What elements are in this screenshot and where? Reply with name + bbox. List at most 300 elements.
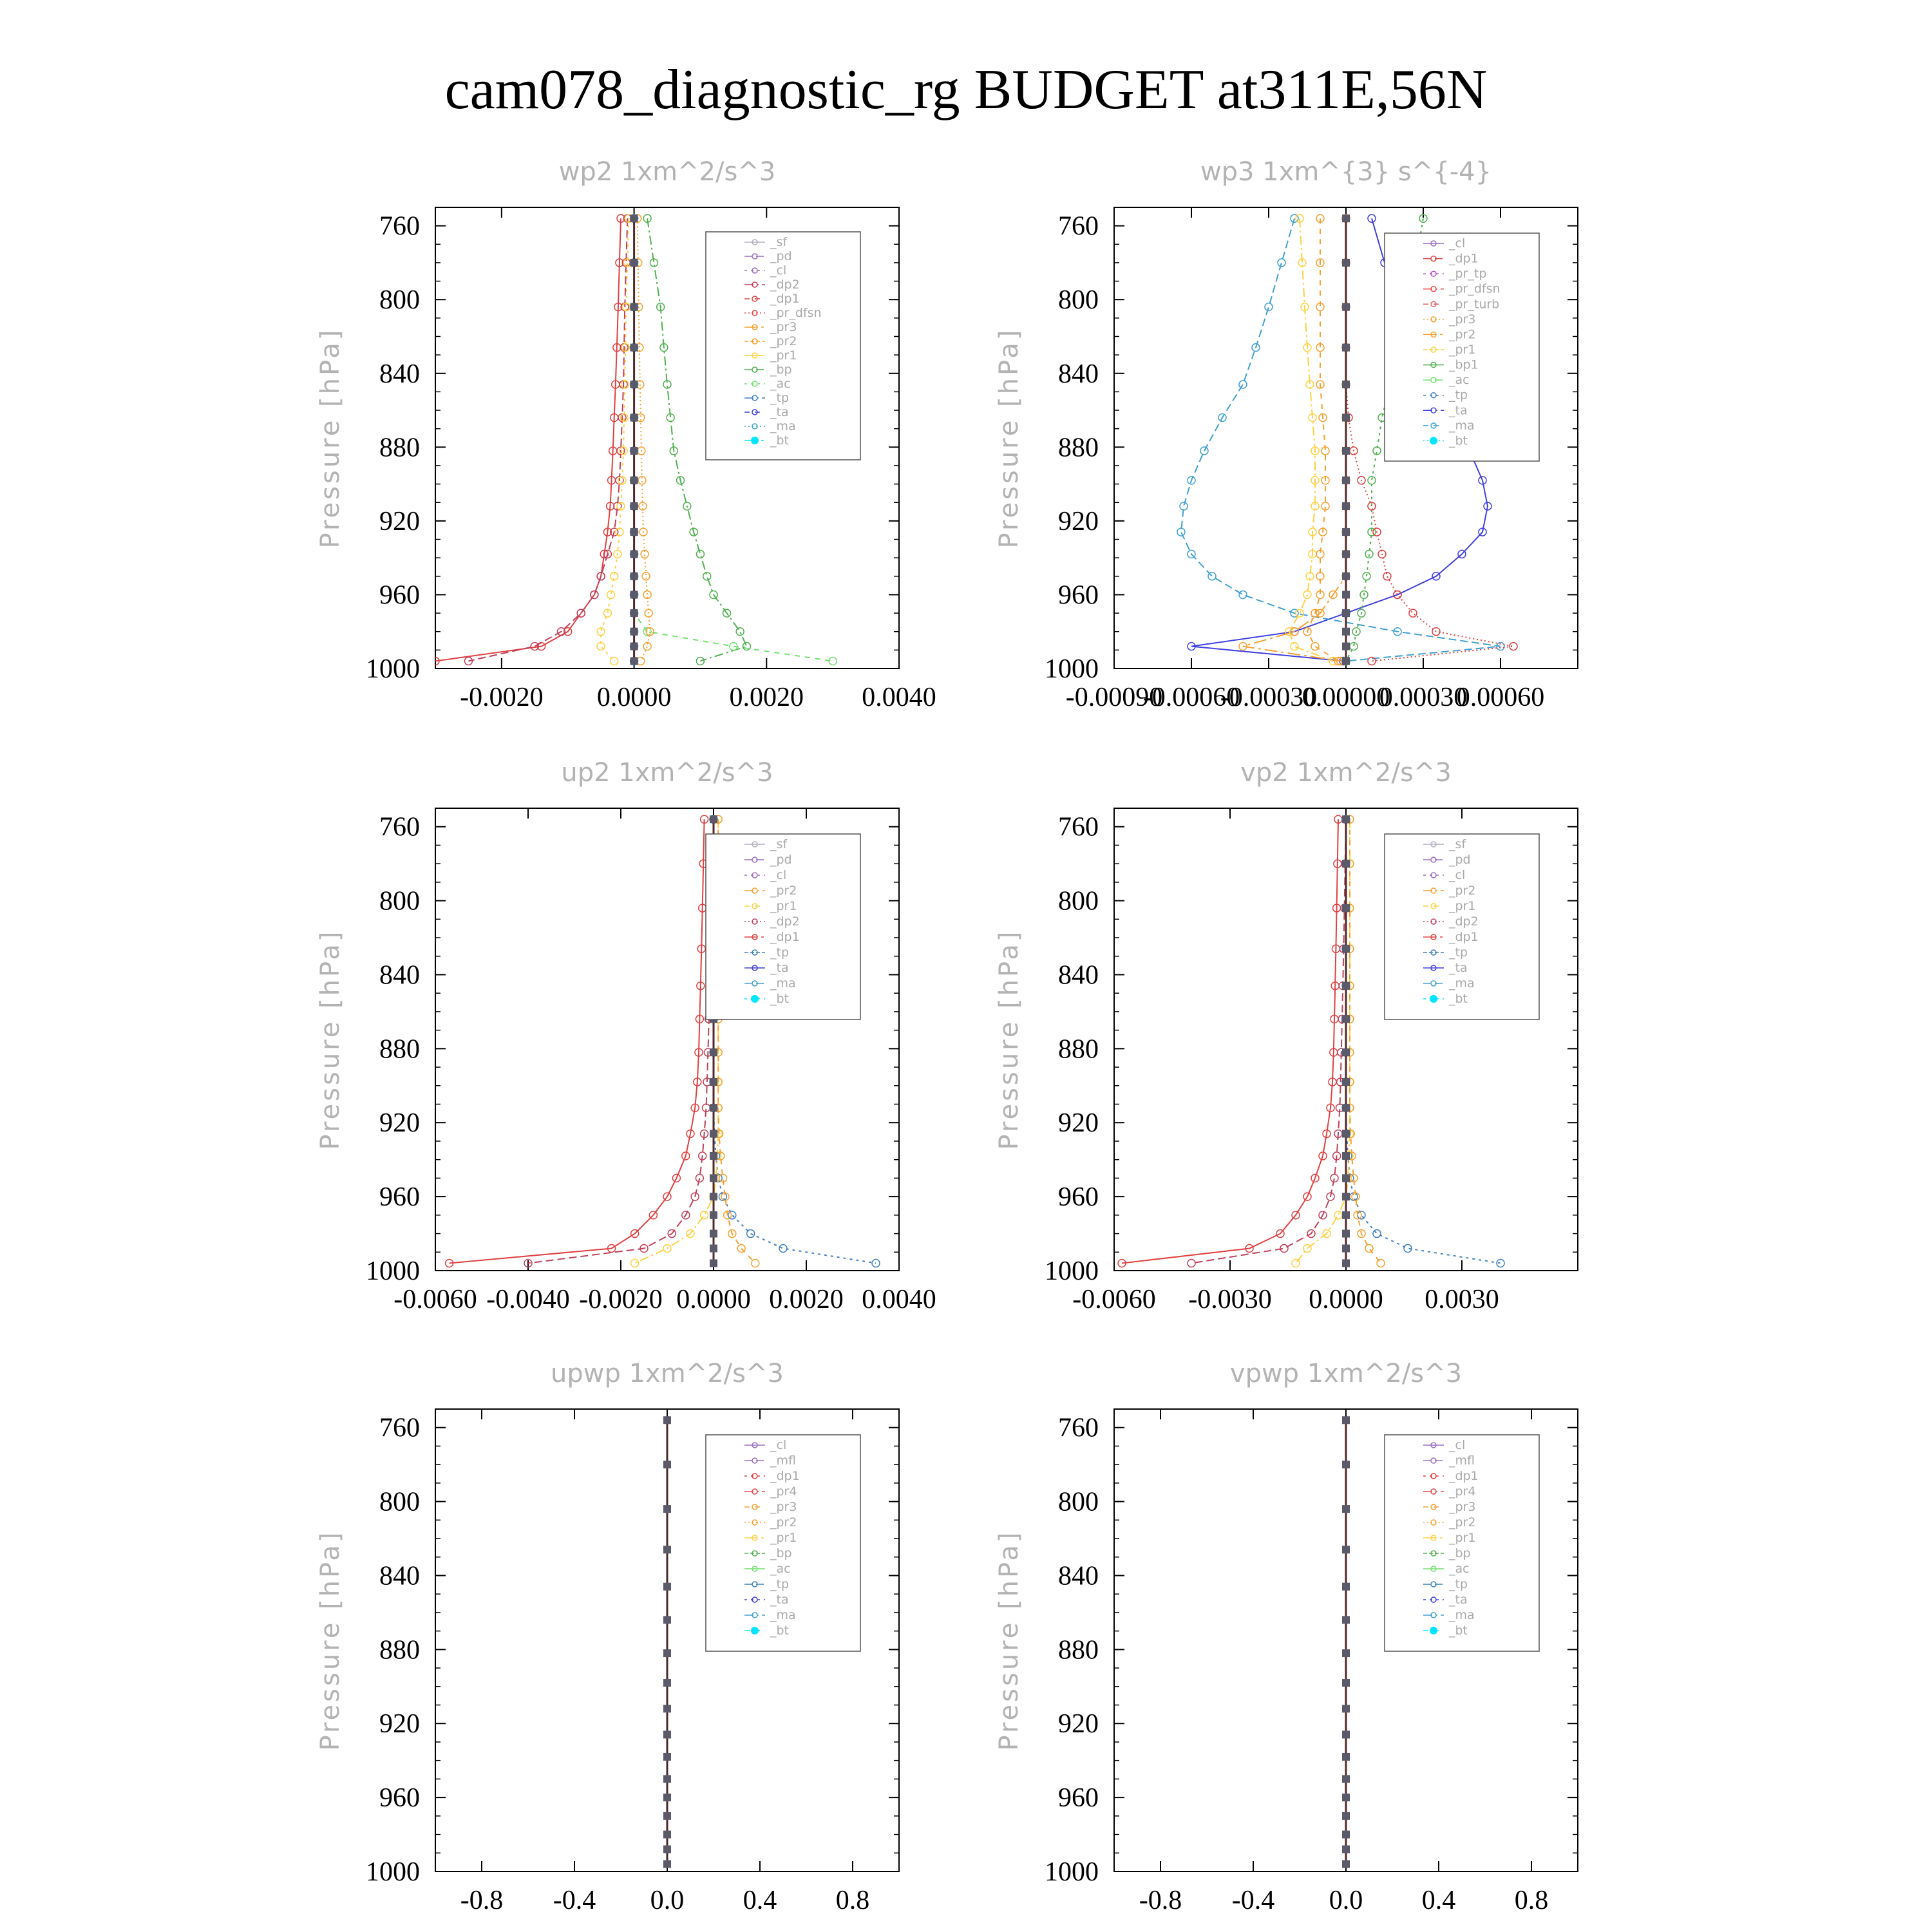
data-point [710,1260,717,1267]
data-point [1342,573,1350,580]
data-point [1342,860,1350,867]
data-point [1342,1174,1350,1182]
data-point [1342,214,1350,222]
data-point [1342,344,1350,352]
x-tick-label: -0.4 [553,1886,596,1915]
legend-label: _bp1 [1449,357,1479,372]
data-point [630,381,638,388]
data-point [1342,1505,1350,1513]
legend-label: _ta [770,405,789,419]
series-group [1342,1416,1350,1868]
y-tick-label: 1000 [366,1256,420,1286]
legend-label: _pr3 [770,1500,797,1514]
data-point [663,1753,671,1761]
data-point [710,1174,717,1182]
legend-label: _pr4 [770,1484,797,1499]
legend [1385,834,1539,1019]
data-point [1342,1730,1350,1738]
y-tick-label: 760 [379,211,420,242]
legend-label: _pr4 [1449,1484,1476,1499]
legend-label: _pd [1449,853,1471,867]
x-tick-label: 0.8 [1514,1886,1549,1915]
y-tick-label: 960 [379,1182,420,1213]
y-tick-label: 1000 [366,1857,420,1887]
data-point [1342,1416,1350,1424]
y-tick-label: 880 [379,433,420,463]
legend-label: _bp [1449,1546,1471,1560]
data-point [752,1260,759,1267]
x-tick-label: 0.0030 [1425,1285,1499,1314]
data-point [1342,1616,1350,1624]
legend-label: _ac [770,377,791,391]
data-point [1342,502,1350,510]
data-point [1342,643,1350,650]
panel-title: upwp 1xm^2/s^3 [551,1359,784,1388]
legend-label: _ta [770,1593,789,1607]
data-point [1342,815,1350,823]
data-point [663,1546,671,1553]
x-tick-label: 0.0 [1329,1886,1363,1915]
x-tick-label: -0.8 [460,1886,504,1915]
legend-label: _pr1 [1449,899,1476,913]
legend-label: _cl [770,1438,787,1452]
data-point [1208,573,1216,580]
panel-0 [316,157,936,712]
y-tick-label: 800 [379,285,420,316]
data-point [1342,1546,1350,1553]
x-tick-label: 0.0000 [1309,1285,1383,1314]
data-point [1311,643,1319,650]
legend-label: _ma [770,1608,796,1622]
data-point [663,1461,671,1468]
legend-label: _ac [770,1562,791,1576]
y-tick-label: 920 [1058,506,1099,536]
data-point [663,1583,671,1591]
y-tick-label: 800 [1058,285,1099,316]
data-point [1342,1861,1350,1868]
data-point [630,609,638,617]
legend-label: _bp [770,1546,792,1560]
legend-label: _sf [770,837,788,851]
y-axis-label: Pressure [hPa] [316,1530,345,1751]
legend-label: _ta [1449,403,1468,418]
legend-label: _ma [1449,1608,1475,1622]
legend [706,232,860,460]
y-tick-label: 1000 [1045,654,1099,684]
y-tick-label: 960 [1058,1182,1099,1213]
legend-label: _bt [770,992,790,1006]
legend-label: _sf [1449,837,1466,851]
data-point [1265,303,1273,311]
y-tick-label: 880 [1058,433,1099,463]
x-tick-label: 0.4 [1421,1886,1456,1915]
data-point [1342,1794,1350,1801]
series-line-_dp1 [450,819,705,1263]
legend-label: _dp1 [770,292,800,306]
data-point [1188,1260,1195,1267]
x-tick-label: 0.00030 [1379,683,1468,712]
data-point [1342,658,1350,665]
y-tick-label: 840 [379,359,420,389]
y-tick-label: 960 [1058,1783,1099,1814]
data-point [663,1616,671,1624]
y-tick-label: 800 [1058,1487,1099,1517]
data-point [1292,1260,1300,1267]
legend-label: _cl [770,868,787,882]
y-tick-label: 760 [1058,812,1099,842]
data-point [630,643,638,650]
data-point [747,1230,755,1238]
data-point [710,1104,717,1112]
y-tick-label: 880 [1058,1034,1099,1065]
y-tick-label: 800 [379,886,420,916]
y-tick-label: 840 [379,960,420,990]
data-point [1342,591,1350,598]
data-point [1342,1753,1350,1761]
x-tick-label: 0.00060 [1456,683,1545,712]
data-point [630,477,638,484]
figure-title: cam078_diagnostic_rg BUDGET at311E,56N [444,59,1488,121]
x-tick-label: 0.4 [743,1886,777,1915]
data-point [663,1861,671,1868]
data-point [630,344,638,352]
y-tick-label: 1000 [1045,1256,1099,1286]
legend-marker [751,1627,759,1634]
legend-label: _mfl [770,1454,796,1468]
y-tick-label: 920 [379,506,420,536]
data-point [663,1831,671,1839]
legend-label: _bt [1449,1624,1468,1638]
x-tick-label: 0.0 [650,1886,685,1915]
data-point [1342,1048,1350,1056]
legend-label: _cl [1449,1438,1466,1452]
x-tick-label: 0.0040 [862,683,936,712]
y-axis-label: Pressure [hPa] [316,327,345,549]
series-group [663,1416,671,1868]
legend-label: _mfl [1449,1454,1475,1468]
data-point [779,1245,787,1253]
y-tick-label: 960 [379,580,420,611]
legend-label: _tp [1449,1577,1468,1591]
data-point [630,528,638,536]
data-point [1342,1649,1350,1657]
legend-label: _dp1 [1449,251,1479,266]
y-tick-label: 960 [379,1783,420,1814]
data-point [710,815,717,823]
legend-label: _pr3 [770,320,797,334]
x-tick-label: -0.0020 [579,1285,663,1314]
legend-label: _pr1 [770,1531,797,1545]
y-tick-label: 760 [379,1413,420,1443]
legend-label: _dp2 [770,278,800,292]
legend-label: _dp1 [1449,930,1479,944]
y-axis-label: Pressure [hPa] [994,929,1024,1150]
data-point [663,1775,671,1783]
data-point [1342,381,1350,388]
y-tick-label: 840 [1058,960,1099,990]
legend-label: _ma [770,419,796,433]
data-point [728,1211,736,1219]
data-point [630,214,638,222]
legend-label: _pr1 [770,348,797,363]
y-tick-label: 880 [1058,1635,1099,1665]
data-point [710,1211,717,1219]
y-tick-label: 800 [1058,886,1099,916]
panels [316,157,1578,1915]
data-point [696,1174,703,1182]
data-point [1510,643,1517,650]
data-point [1342,528,1350,536]
x-tick-label: 0.0020 [729,683,804,712]
legend-label: _ta [1449,1593,1468,1607]
data-point [1303,591,1311,598]
data-point [696,550,704,558]
legend-label: _pr2 [770,884,797,898]
legend-label: _pr2 [1449,884,1476,898]
legend-marker [751,995,759,1003]
data-point [1342,1775,1350,1783]
y-tick-label: 920 [1058,1108,1099,1139]
x-tick-label: -0.00030 [1220,683,1318,712]
data-point [1342,1211,1350,1219]
legend-label: _cl [1449,236,1466,251]
legend-label: _ma [1449,976,1475,990]
data-point [663,1649,671,1657]
y-axis-label: Pressure [hPa] [316,929,345,1150]
data-point [743,643,750,650]
panel-title: vpwp 1xm^2/s^3 [1229,1359,1463,1388]
data-point [1342,1152,1350,1160]
y-axis-label: Pressure [hPa] [994,327,1024,549]
data-point [1239,381,1247,388]
legend-label: _pr3 [1449,1500,1476,1514]
data-point [663,1846,671,1853]
data-point [1342,550,1350,558]
data-point [872,1260,880,1267]
data-point [663,1245,671,1253]
legend [706,1435,860,1651]
legend-label: _bt [1449,992,1468,1006]
data-point [1342,259,1350,267]
data-point [663,1794,671,1801]
data-point [1342,945,1350,952]
legend-label: _pd [770,853,792,867]
data-point [1278,259,1285,267]
legend-label: _sf [770,235,788,249]
panel-5 [994,1359,1578,1915]
legend-label: _ac [1449,373,1470,388]
data-point [1342,1130,1350,1137]
data-point [1291,643,1298,650]
legend-label: _tp [770,945,790,960]
y-tick-label: 840 [1058,359,1099,389]
legend [1385,1435,1539,1651]
legend-label: _bt [770,1624,790,1638]
panel-2 [316,758,936,1314]
legend-label: _pr1 [1449,1531,1476,1545]
data-point [1334,1211,1342,1219]
data-point [630,628,638,636]
legend-label: _pr2 [770,1515,797,1530]
legend-label: _tp [770,391,790,405]
data-point [663,1505,671,1513]
legend-marker [1430,437,1437,444]
legend-label: _pr_dfsn [1449,281,1501,296]
legend-label: _dp2 [770,914,800,929]
legend-label: _dp2 [1449,914,1479,929]
legend [1385,233,1539,461]
data-point [611,658,618,665]
data-point [1373,1230,1381,1238]
legend-label: _bt [770,433,790,448]
legend-label: _pr_tp [1449,267,1487,281]
x-tick-label: -0.00060 [1142,683,1240,712]
legend-marker [751,437,759,444]
y-tick-label: 960 [1058,580,1099,611]
legend-marker [1430,1627,1437,1634]
data-point [710,1193,717,1200]
data-point [1342,303,1350,311]
y-tick-label: 880 [379,1635,420,1665]
legend-label: _pr3 [1449,312,1476,327]
x-tick-label: 0.0040 [862,1285,936,1314]
legend-label: _ma [1449,418,1475,433]
data-point [663,1730,671,1738]
data-point [1342,447,1350,455]
x-tick-label: 0.0000 [676,1285,751,1314]
legend-label: _dp1 [770,1469,800,1483]
series-line-_dp1 [1122,819,1338,1263]
y-axis-label: Pressure [hPa] [994,1530,1024,1751]
data-point [1342,1846,1350,1853]
data-point [1368,214,1376,222]
legend-label: _pr2 [1449,1515,1476,1530]
data-point [663,1416,671,1424]
legend-label: _pr_dfsn [770,306,822,320]
x-tick-label: 0.0000 [596,683,672,712]
x-tick-label: 0.0020 [769,1285,844,1314]
legend [706,834,860,1019]
data-point [1180,502,1188,510]
legend-label: _tp [770,1577,790,1591]
x-tick-label: -0.00090 [1065,683,1163,712]
series-line-_pr3 [1243,218,1346,661]
data-point [1368,658,1376,665]
legend-label: _bp [770,363,792,377]
data-point [1342,1078,1350,1086]
y-tick-label: 760 [1058,211,1099,242]
data-point [736,628,744,636]
data-point [710,1152,717,1160]
data-point [642,573,650,580]
data-point [1342,1831,1350,1839]
series-line-_dp1 [435,218,621,661]
data-point [597,628,605,636]
y-tick-label: 1000 [366,654,420,684]
legend-label: _ac [1449,1562,1470,1576]
data-point [710,1048,717,1056]
data-point [1342,609,1350,617]
data-point [703,573,711,580]
panel-title: wp2 1xm^2/s^3 [558,157,776,187]
legend-label: _pr2 [1449,327,1476,342]
x-tick-label: -0.8 [1139,1886,1182,1915]
data-point [663,1705,671,1712]
data-point [1342,1260,1350,1267]
series-line-_dp2 [528,819,714,1263]
y-tick-label: 880 [379,1034,420,1065]
panel-1 [994,157,1578,712]
data-point [1342,904,1350,912]
data-point [663,1812,671,1820]
panel-4 [316,1359,899,1915]
y-tick-label: 840 [379,1561,420,1591]
legend-marker [1430,995,1437,1003]
legend-label: _dp1 [770,930,800,944]
data-point [1177,528,1185,536]
data-point [1296,609,1303,617]
data-point [1342,1583,1350,1591]
x-tick-label: 0.8 [835,1886,870,1915]
data-point [701,1211,708,1219]
data-point [631,1260,639,1267]
legend-label: _cl [770,263,787,278]
data-point [710,1245,717,1253]
data-point [630,550,638,558]
legend-label: _bt [1449,433,1468,448]
legend-label: _tp [1449,388,1468,402]
data-point [630,573,638,580]
data-point [1365,1245,1373,1253]
legend-label: _cl [1449,868,1466,882]
data-point [630,658,638,665]
data-point [1342,413,1350,421]
series-line-_dp2 [1191,819,1346,1263]
y-tick-label: 920 [1058,1709,1099,1739]
data-point [1409,609,1417,617]
x-tick-label: -0.0020 [460,683,544,712]
legend-label: _pr2 [770,334,797,348]
data-point [663,1679,671,1687]
data-point [710,1230,717,1238]
y-tick-label: 760 [1058,1413,1099,1443]
data-point [1377,1260,1385,1267]
data-point [1342,1015,1350,1023]
legend-label: _tp [1449,945,1468,960]
y-tick-label: 920 [379,1709,420,1739]
data-point [1342,982,1350,990]
data-point [1342,1193,1350,1200]
data-point [630,502,638,510]
data-point [630,591,638,598]
legend-label: _ma [770,976,796,990]
legend-label: _pr1 [770,899,797,913]
x-tick-label: -0.4 [1231,1886,1275,1915]
data-point [630,413,638,421]
legend-label: _pr_turb [1449,297,1500,312]
y-tick-label: 1000 [1045,1857,1099,1887]
legend-label: _pd [770,249,792,263]
data-point [1363,573,1370,580]
legend-label: _ta [1449,961,1468,975]
x-tick-label: -0.0060 [393,1285,477,1314]
panel-3 [994,758,1578,1314]
x-tick-label: -0.0060 [1072,1285,1156,1314]
y-tick-label: 920 [379,1108,420,1139]
panel-title: vp2 1xm^2/s^3 [1240,758,1452,788]
panel-title: up2 1xm^2/s^3 [561,758,773,788]
data-point [1342,1245,1350,1253]
